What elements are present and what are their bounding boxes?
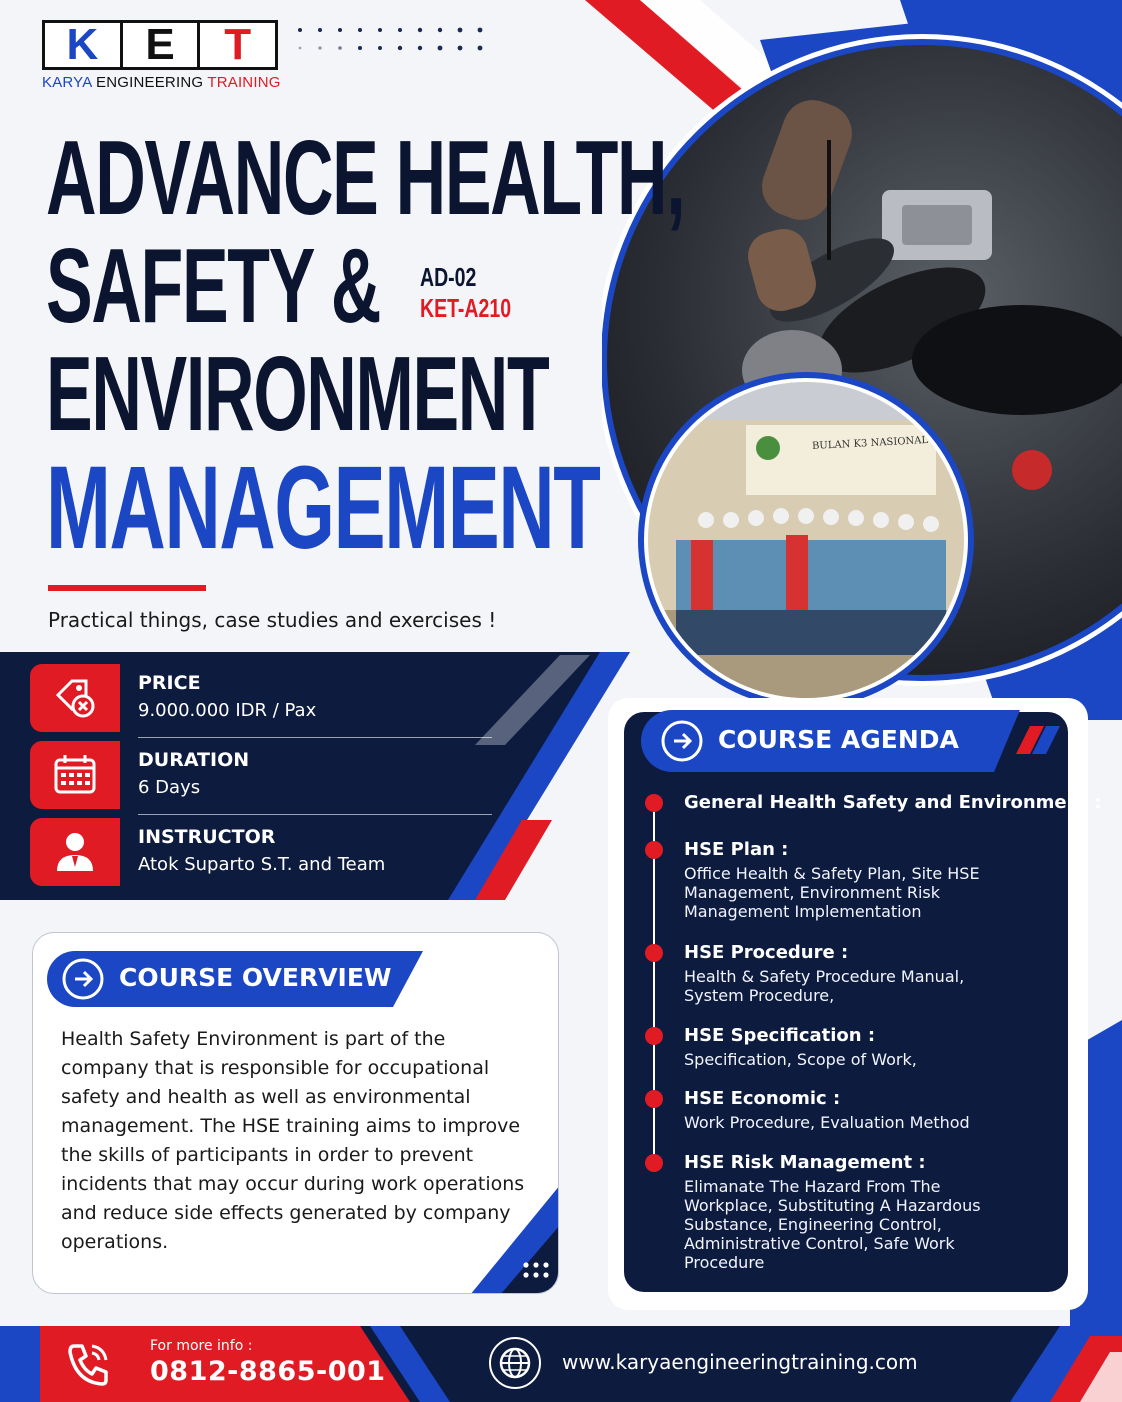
agenda-bullet (645, 944, 663, 962)
phone-icon (62, 1338, 114, 1390)
duration-value: 6 Days (138, 777, 201, 798)
agenda-item (684, 942, 1014, 1005)
agenda-item-title: General Health Safety and Environment : (684, 792, 1102, 813)
logo-sub-training: TRAINING (207, 74, 281, 91)
agenda-bullet (645, 1154, 663, 1172)
agenda-item-title: HSE Plan : (684, 839, 789, 860)
price-value: 9.000.000 IDR / Pax (138, 700, 317, 721)
agenda-heading-text: COURSE AGENDA (718, 725, 959, 754)
agenda-item (684, 1025, 1014, 1069)
agenda-item-title: HSE Risk Management : (684, 1152, 926, 1173)
photo-banner-text: BULAN K3 NASIONAL (811, 434, 929, 453)
calendar-icon (30, 741, 120, 809)
price-label: PRICE (138, 672, 201, 694)
agenda-bullet (645, 794, 663, 812)
overview-body: Health Safety Environment is part of the company that is responsible for occupational safety and health as well as environmental management. The HSE training aims to improve the skills of participants in order to prevent incidents that may occur during work operations and reduce side effects generated by company operations. (61, 1028, 525, 1253)
agenda-bullet (645, 1090, 663, 1108)
info-price (30, 664, 470, 732)
agenda-bullet (645, 841, 663, 859)
logo-sub-engineering: ENGINEERING (96, 74, 204, 91)
person-icon (30, 818, 120, 886)
logo-letter-k: K (66, 20, 99, 69)
course-code-1: AD-02 (420, 262, 477, 292)
logo-letter-e: E (120, 23, 201, 67)
footer-info-label: For more info : (150, 1338, 253, 1354)
agenda-timeline (653, 806, 655, 1164)
overview-heading-text: COURSE OVERVIEW (119, 963, 392, 992)
agenda-item-desc: Office Health & Safety Plan, Site HSE Management, Environment Risk Management Implementation (684, 864, 980, 921)
agenda-item (684, 1088, 1014, 1132)
agenda-item-desc: Health & Safety Procedure Manual, System Procedure, (684, 967, 965, 1005)
globe-icon (488, 1336, 542, 1390)
info-instructor (30, 818, 470, 886)
title-line-1: ADVANCE HEALTH, (46, 119, 685, 237)
info-duration (30, 741, 470, 809)
ket-logo (42, 20, 281, 96)
agenda-item-title: HSE Procedure : (684, 942, 849, 963)
price-tag-icon (30, 664, 120, 732)
agenda-item (684, 792, 1102, 813)
agenda-item (684, 1152, 1014, 1272)
logo-letters (42, 20, 278, 70)
logo-subtitle (42, 74, 281, 91)
agenda-item-desc: Elimanate The Hazard From The Workplace, Substituting A Hazardous Substance, Engineering Control, Administrative Control, Safe Work Procedure (684, 1177, 981, 1272)
agenda-heading (644, 712, 1022, 770)
tagline: Practical things, case studies and exercises ! (48, 608, 497, 632)
course-overview-card (32, 932, 559, 1294)
divider (138, 737, 492, 738)
agenda-item (684, 839, 1014, 921)
title-underline (48, 585, 206, 591)
duration-label: DURATION (138, 749, 250, 771)
title-line-4: MANAGEMENT (46, 442, 600, 574)
instructor-value: Atok Suparto S.T. and Team (138, 854, 386, 875)
footer-phone[interactable]: 0812-8865-001 (150, 1356, 386, 1387)
agenda-item-title: HSE Economic : (684, 1088, 841, 1109)
instructor-label: INSTRUCTOR (138, 826, 276, 848)
logo-letter-t: T (224, 20, 252, 69)
title-line-3: ENVIRONMENT (46, 335, 549, 453)
course-code-2: KET-A210 (420, 293, 512, 324)
divider (138, 814, 492, 815)
overview-heading (47, 951, 423, 1007)
page-title (46, 119, 1013, 574)
logo-sub-karya: KARYA (42, 74, 92, 91)
agenda-item-desc: Specification, Scope of Work, (684, 1050, 917, 1069)
agenda-bullet (645, 1027, 663, 1045)
agenda-item-title: HSE Specification : (684, 1025, 876, 1046)
footer-website-link[interactable]: www.karyaengineeringtraining.com (562, 1350, 918, 1374)
agenda-item-desc: Work Procedure, Evaluation Method (684, 1113, 970, 1132)
course-codes (420, 262, 511, 324)
title-line-2: SAFETY & (46, 227, 381, 345)
